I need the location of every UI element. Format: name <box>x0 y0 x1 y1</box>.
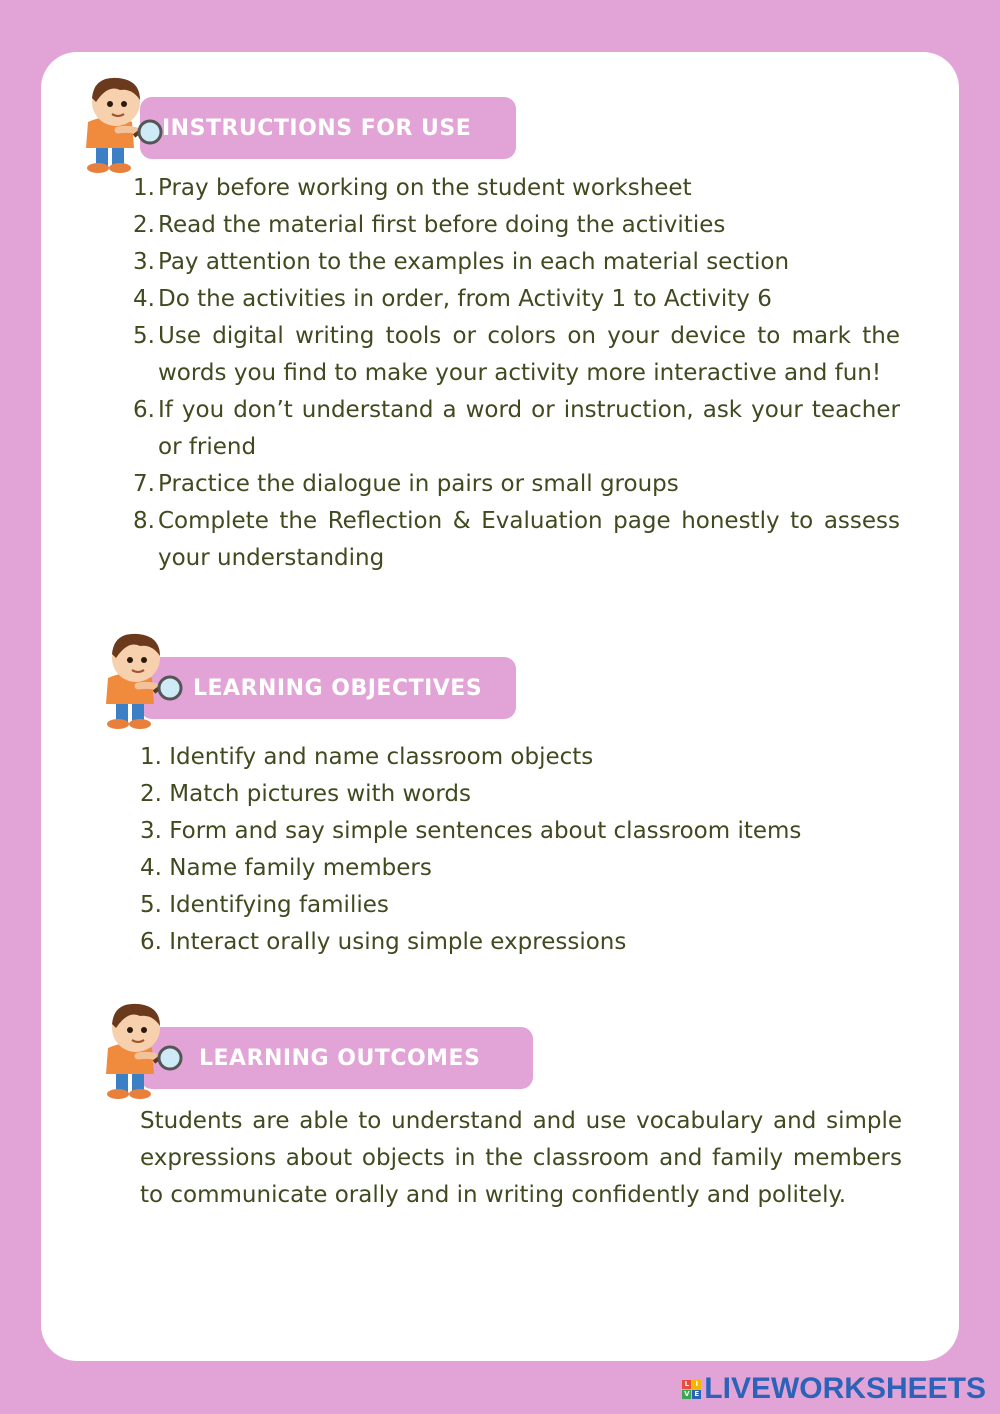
list-item: 2. Read the material first before doing the activities <box>133 212 726 238</box>
liveworksheets-logo[interactable] <box>682 1372 986 1406</box>
objectives-list <box>140 739 859 961</box>
list-item: 3. Pay attention to the examples in each material section <box>133 249 790 275</box>
boy-with-magnifier-icon <box>94 628 186 732</box>
logo-text: LIVEWORKSHEETS <box>704 1372 986 1405</box>
list-item: 5. Use digital writing tools or colors on your device to mark the words you find to make your activity more interactive and fun! <box>133 323 900 386</box>
list-item: 2. Match pictures with words <box>140 781 471 807</box>
list-item: 4. Do the activities in order, from Activity 1 to Activity 6 <box>133 286 772 312</box>
list-item: 6. If you don’t understand a word or instruction, ask your teacher or friend <box>133 397 900 460</box>
boy-with-magnifier-icon <box>94 998 186 1102</box>
outcomes-text: Students are able to understand and use vocabulary and simple expressions about objects in the classroom and family members to communicate orally and in writing confidently and politely. <box>140 1108 902 1208</box>
boy-with-magnifier-icon <box>74 72 166 176</box>
list-item: 8. Complete the Reflection & Evaluation page honestly to assess your understanding <box>133 508 900 571</box>
instructions-list <box>133 170 900 577</box>
list-item: 6. Interact orally using simple expressions <box>140 929 627 955</box>
logo-blocks-icon: L I V E <box>682 1380 701 1399</box>
outcomes-header: LEARNING OUTCOMES <box>140 1027 533 1089</box>
list-item: 1. Pray before working on the student worksheet <box>133 175 692 201</box>
list-item: 5. Identifying families <box>140 892 389 918</box>
list-item: 4. Name family members <box>140 855 432 881</box>
list-item: 3. Form and say simple sentences about classroom items <box>140 818 802 844</box>
list-item: 1. Identify and name classroom objects <box>140 744 594 770</box>
list-item: 7. Practice the dialogue in pairs or small groups <box>133 471 679 497</box>
objectives-header: LEARNING OBJECTIVES <box>140 657 516 719</box>
instructions-header: INSTRUCTIONS FOR USE <box>140 97 516 159</box>
